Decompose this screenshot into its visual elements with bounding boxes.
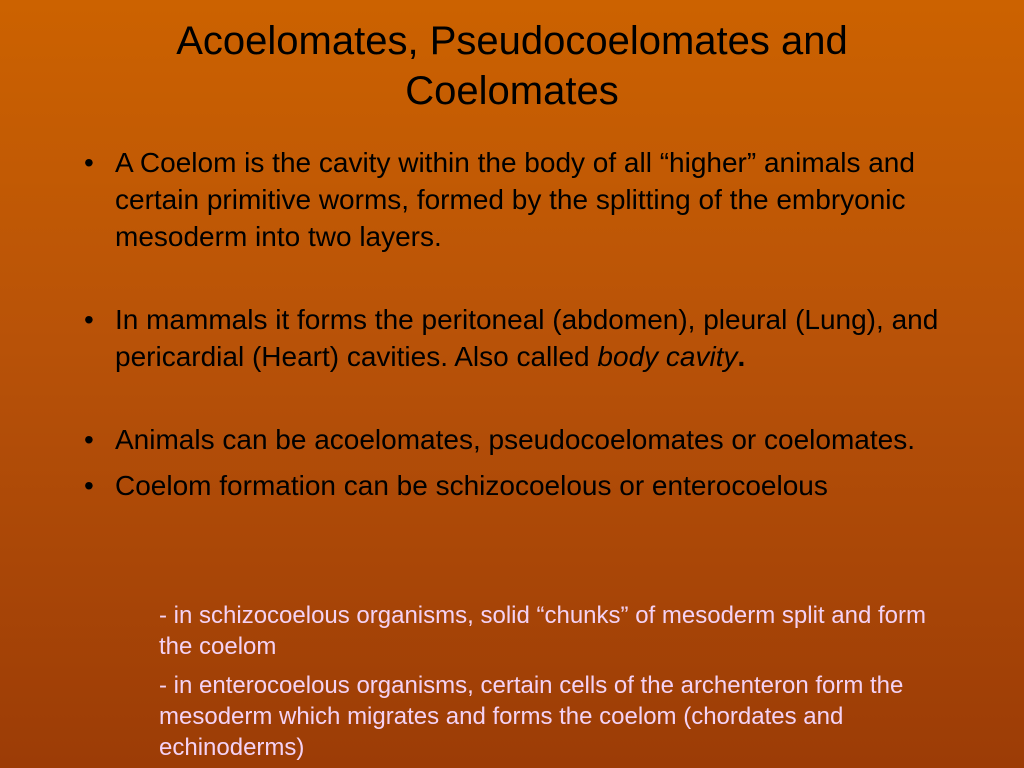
bullet-text: In mammals it forms the peritoneal (abdomen), pleural (Lung), and pericardial (Heart) cavities. Also called xyxy=(115,304,939,372)
bullet-text-end: . xyxy=(737,341,746,372)
bullet-item xyxy=(84,301,1004,375)
bullet-item xyxy=(84,421,1004,458)
bullet-text: Animals can be acoelomates, pseudocoelomates or coelomates. xyxy=(115,424,915,455)
bullet-marker: • xyxy=(84,304,94,335)
bullet-emphasis: body cavity xyxy=(597,341,738,372)
bullet-marker: • xyxy=(84,147,94,178)
slide-title-line-2: Coelomates xyxy=(405,69,619,113)
bullet-list xyxy=(84,144,1004,504)
bullet-marker: • xyxy=(84,424,94,455)
subpoint-item: - in schizocoelous organisms, solid “chunks” of mesoderm split and form the coelom xyxy=(159,602,926,660)
subpoint-list xyxy=(84,600,1004,763)
slide-title xyxy=(60,16,964,116)
bullet-marker: • xyxy=(84,470,94,501)
bullet-item xyxy=(84,144,1004,255)
bullet-item xyxy=(84,467,1004,504)
slide-title-line-1: Acoelomates, Pseudocoelomates and xyxy=(176,19,848,63)
bullet-text: Coelom formation can be schizocoelous or enterocoelous xyxy=(115,470,828,501)
subpoint-item: - in enterocoelous organisms, certain cells of the archenteron form the mesoderm which migrates and forms the coelom (chordates and echinoderms) xyxy=(159,672,904,761)
bullet-text: A Coelom is the cavity within the body of all “higher” animals and certain primitive worms, formed by the splitting of the embryonic mesoderm into two layers. xyxy=(115,147,915,252)
